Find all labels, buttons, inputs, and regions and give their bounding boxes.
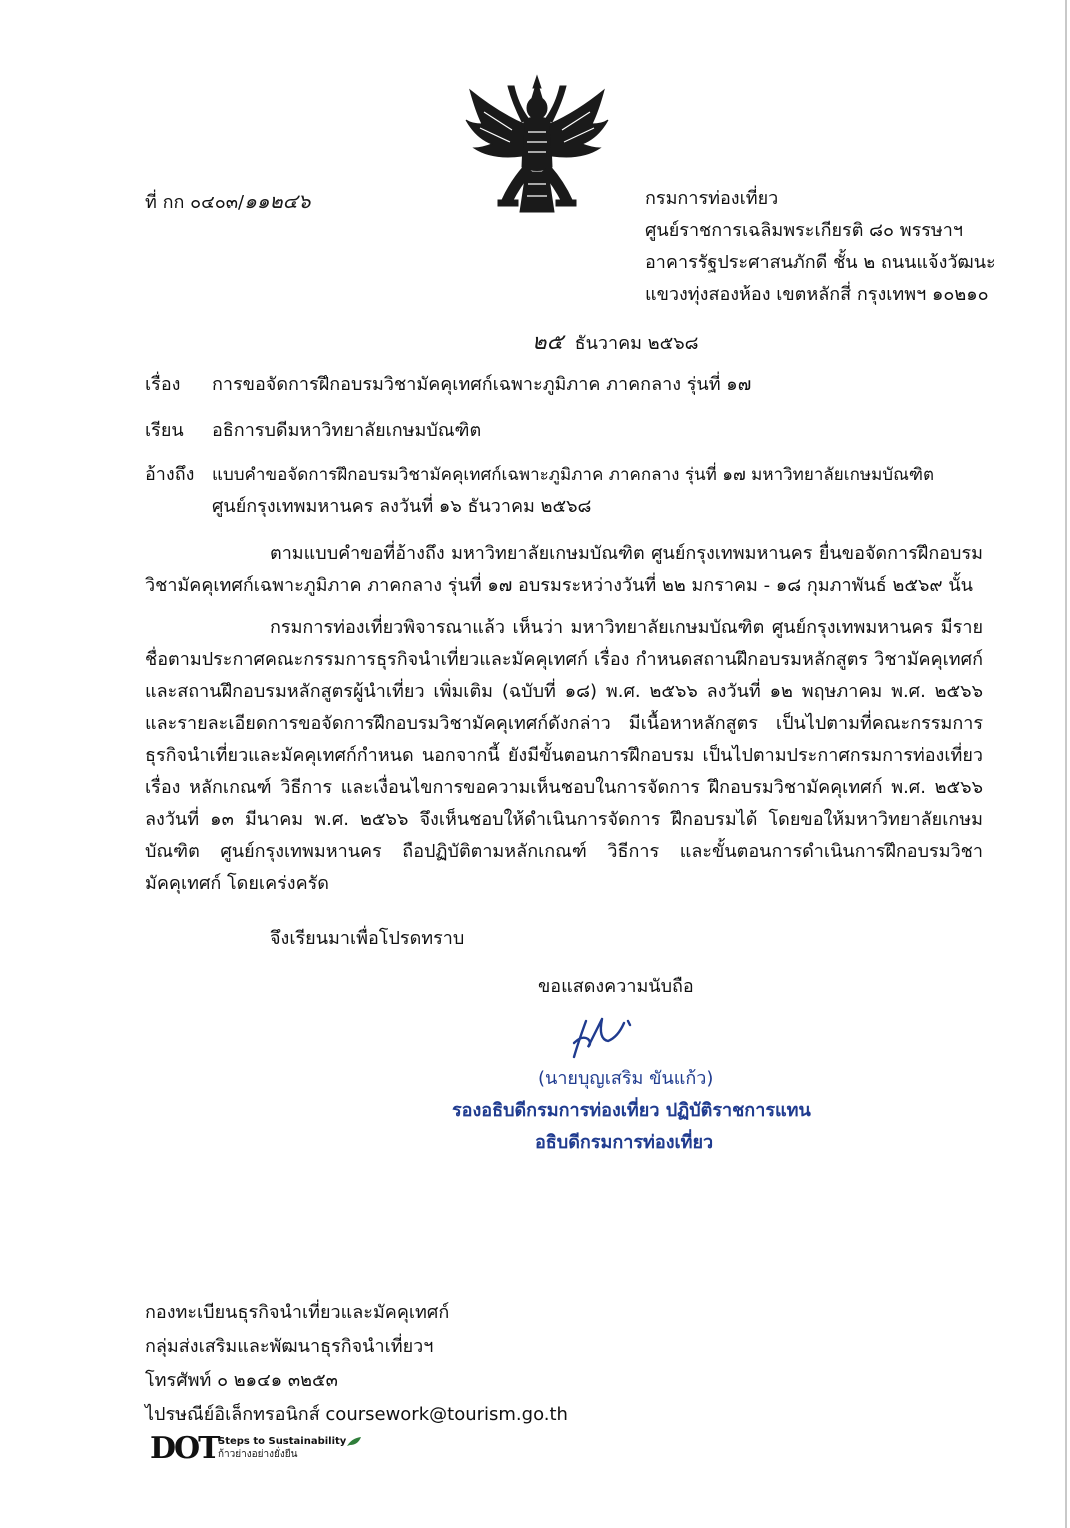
leaf-icon — [346, 1436, 362, 1448]
contact-group: กลุ่มส่งเสริมและพัฒนาธุรกิจนำเที่ยวฯ — [145, 1336, 434, 1357]
scan-edge-line — [1065, 0, 1067, 1528]
sender-address-line2: ศูนย์ราชการเฉลิมพระเกียรติ ๘๐ พรรษาฯ — [645, 220, 964, 241]
contact-division: กองทะเบียนธุรกิจนำเที่ยวและมัคคุเทศก์ — [145, 1302, 450, 1323]
addressee-label: เรียน — [145, 420, 184, 441]
reference-doc-line2: ศูนย์กรุงเทพมหานคร ลงวันที่ ๑๖ ธันวาคม ๒๕๖๘ — [212, 496, 592, 517]
reference-prefix: ที่ กก ๐๔๐๓/ — [145, 192, 245, 213]
reference-doc-label: อ้างถึง — [145, 464, 195, 485]
body-paragraph-2: กรมการท่องเที่ยวพิจารณาแล้ว เห็นว่า มหาวิทยาลัยเกษมบัณฑิต ศูนย์กรุงเทพมหานคร มีรายชื่อตามประกาศคณะกรรมการธุรกิจนำเที่ยวและมัคคุเทศก์ เรื่อง กำหนดสถานฝึกอบรมหลักสูตร วิชามัคคุเทศก์และสถานฝึกอบรมหลักสูตรผู้นำเที่ยว เพิ่มเติม (ฉบับที่ ๑๘) พ.ศ. ๒๕๖๖ ลงวันที่ ๑๒ พฤษภาคม พ.ศ. ๒๕๖๖ และรายละเอียดการขอจัดการฝึกอบรมวิชามัคคุเทศก์ดังกล่าว มีเนื้อหาหลักสูตร เป็นไปตามที่คณะกรรมการธุรกิจนำเที่ยวและมัคคุเทศก์กำหนด นอกจากนี้ ยังมีขั้นตอนการฝึกอบรม เป็นไปตามประกาศกรมการท่องเที่ยว เรื่อง หลักเกณฑ์ วิธีการ และเงื่อนไขการขอความเห็นชอบในการจัดการ ฝึกอบรมวิชามัคคุเทศก์ พ.ศ. ๒๕๖๖ ลงวันที่ ๑๓ มีนาคม พ.ศ. ๒๕๖๖ จึงเห็นชอบให้ดำเนินการจัดการ ฝึกอบรมได้ โดยขอให้มหาวิทยาลัยเกษมบัณฑิต ศูนย์กรุงเทพมหานคร ถือปฏิบัติตามหลักเกณฑ์ วิธีการ และขั้นตอนการดำเนินการฝึกอบรมวิชามัคคุเทศก์ โดยเคร่งครัด — [145, 617, 983, 894]
body-paragraph-1: ตามแบบคำขอที่อ้างถึง มหาวิทยาลัยเกษมบัณฑิต ศูนย์กรุงเทพมหานคร ยื่นขอจัดการฝึกอบรม วิชามัคคุเทศก์เฉพาะภูมิภาค ภาคกลาง รุ่นที่ ๑๗ อบรมระหว่างวันที่ ๒๒ มกราคม - ๑๘ กุมภาพันธ์ ๒๕๖๙ นั้น — [145, 543, 983, 596]
contact-email: ไปรษณีย์อิเล็กทรอนิกส์ coursework@tourism.go.th — [145, 1404, 568, 1425]
reference-number — [145, 188, 310, 216]
logo-tagline-en: Steps to Sustainability — [218, 1436, 347, 1447]
date-month-year: ธันวาคม ๒๕๖๘ — [574, 333, 699, 354]
reference-doc-line1: แบบคำขอจัดการฝึกอบรมวิชามัคคุเทศก์เฉพาะภูมิภาค ภาคกลาง รุ่นที่ ๑๗ มหาวิทยาลัยเกษมบัณฑิต — [212, 465, 934, 485]
addressee-text: อธิการบดีมหาวิทยาลัยเกษมบัณฑิต — [212, 420, 482, 441]
handwritten-signature-icon — [568, 1013, 648, 1063]
date-day-handwritten: ๒๕ — [532, 330, 564, 355]
signer-position-2: อธิบดีกรมการท่องเที่ยว — [535, 1132, 714, 1153]
logo-mark: DOT — [150, 1431, 219, 1466]
signer-name: (นายบุญเสริม ขันแก้ว) — [538, 1068, 714, 1089]
sender-address-line3: อาคารรัฐประศาสนภักดี ชั้น ๒ ถนนแจ้งวัฒนะ — [645, 252, 996, 273]
garuda-emblem-icon — [462, 72, 612, 222]
signer-position-1: รองอธิบดีกรมการท่องเที่ยว ปฏิบัติราชการแทน — [452, 1100, 811, 1121]
letter-date — [532, 330, 699, 357]
contact-phone: โทรศัพท์ ๐ ๒๑๔๑ ๓๒๕๓ — [145, 1370, 338, 1391]
dot-logo — [150, 1432, 390, 1466]
closing-line: จึงเรียนมาเพื่อโปรดทราบ — [270, 928, 465, 949]
logo-tagline-th: ก้าวย่างอย่างยั่งยืน — [218, 1449, 298, 1460]
reference-handwritten-number: ๑๑๒๔๖ — [244, 189, 311, 213]
sender-address-line4: แขวงทุ่งสองห้อง เขตหลักสี่ กรุงเทพฯ ๑๐๒๑๐ — [645, 284, 989, 305]
subject-label: เรื่อง — [145, 374, 181, 395]
salutation: ขอแสดงความนับถือ — [538, 976, 694, 997]
subject-text: การขอจัดการฝึกอบรมวิชามัคคุเทศก์เฉพาะภูมิภาค ภาคกลาง รุ่นที่ ๑๗ — [212, 374, 752, 395]
sender-address-line1: กรมการท่องเที่ยว — [645, 188, 779, 209]
